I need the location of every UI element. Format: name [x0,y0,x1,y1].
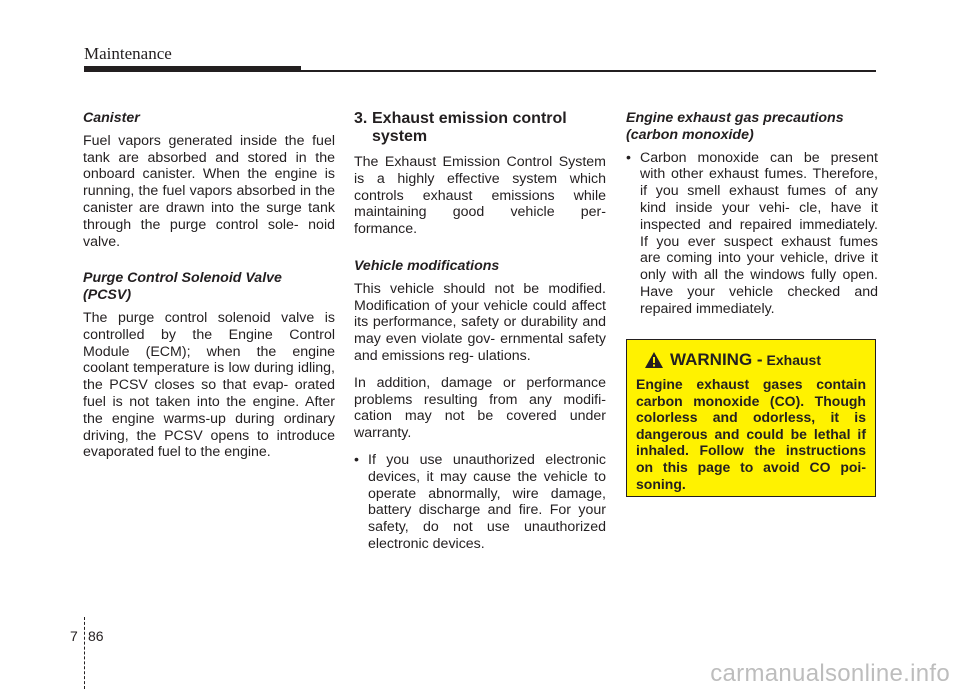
modifications-bullet [354,452,606,553]
warning-box [626,339,876,497]
bullet-dot-icon: • [626,149,631,166]
modifications-paragraph-2: In addition, damage or performance problems resulting from any modifi- cation may not be covered under warranty. [354,374,606,442]
column-right [626,110,878,326]
section-heading-line2: system [372,128,428,145]
header-rule-thick [84,66,301,72]
precautions-bullet [626,150,878,318]
modifications-heading: Vehicle modifications [354,257,500,274]
warning-label: WARNING - [670,350,763,369]
footer-divider [84,617,85,689]
warning-topic: Exhaust [766,352,822,368]
watermark: carmanualsonline.info [710,660,950,687]
chapter-number: 7 [70,628,78,644]
pcsv-heading-line2: (PCSV) [83,287,132,304]
section-heading-line1: Exhaust emission control [372,110,567,127]
canister-paragraph: Fuel vapors generated inside the fuel tank are absorbed and stored in the onboard canister. When the engine is running, the fuel vapors absorbed in the canister are drawn into the surge tank through the purge control sole- noid valve. [83,132,335,250]
precautions-heading-line1: Engine exhaust gas precautions [626,110,844,126]
warning-triangle-icon [644,351,664,369]
precautions-bullet-text: Carbon monoxide can be present with other exhaust fumes. Therefore, if you smell exhaust fumes of any kind inside your vehi- cle, have it inspected and repaired immediately. If you ever suspect exhaust fumes are coming into your vehicle, drive it only with all the windows fully open. Have your vehicle checked and repaired immediately. [640,149,878,317]
pcsv-heading-line1: Purge Control Solenoid Valve [83,270,282,287]
bullet-dot-icon: • [354,451,359,468]
warning-text: Engine exhaust gases contain carbon monoxide (CO). Though colorless and odorless, it is dangerous and could be lethal if inhaled. Follow the instructions on this page to avoid CO poi- soning. [636,376,866,492]
pcsv-heading [83,270,335,304]
precautions-heading-line2: (carbon monoxide) [626,126,754,143]
section-number: 3. [354,110,368,127]
column-left [83,110,335,471]
warning-header [636,350,866,370]
page-number: 86 [88,628,104,644]
section-heading [354,110,606,146]
section-paragraph: The Exhaust Emission Control System is a highly effective system which controls exhaust emissions while maintaining good vehicle per- formance. [354,154,606,238]
modifications-bullet-text: If you use unauthorized electronic devices, it may cause the vehicle to operate abnormally, wire damage, battery discharge and fire. For your safety, do not use unauthorized electronic devices. [368,451,606,552]
canister-heading: Canister [83,110,140,126]
modifications-paragraph-1: This vehicle should not be modified. Modification of your vehicle could affect its performance, safety or durability and may even violate gov- ernmental safety and emissions reg- ulations. [354,280,606,364]
header-rule-thin [301,70,876,72]
column-middle [354,110,606,561]
precautions-heading [626,110,878,144]
pcsv-paragraph: The purge control solenoid valve is controlled by the Engine Control Module (ECM); when the engine coolant temperature is low during idling, the PCSV closes so that evap- orated fuel is not taken into the engine. After the engine warms-up during ordinary driving, the PCSV opens to introduce evaporated fuel to the engine. [83,309,335,461]
page-header-title: Maintenance [84,44,172,63]
